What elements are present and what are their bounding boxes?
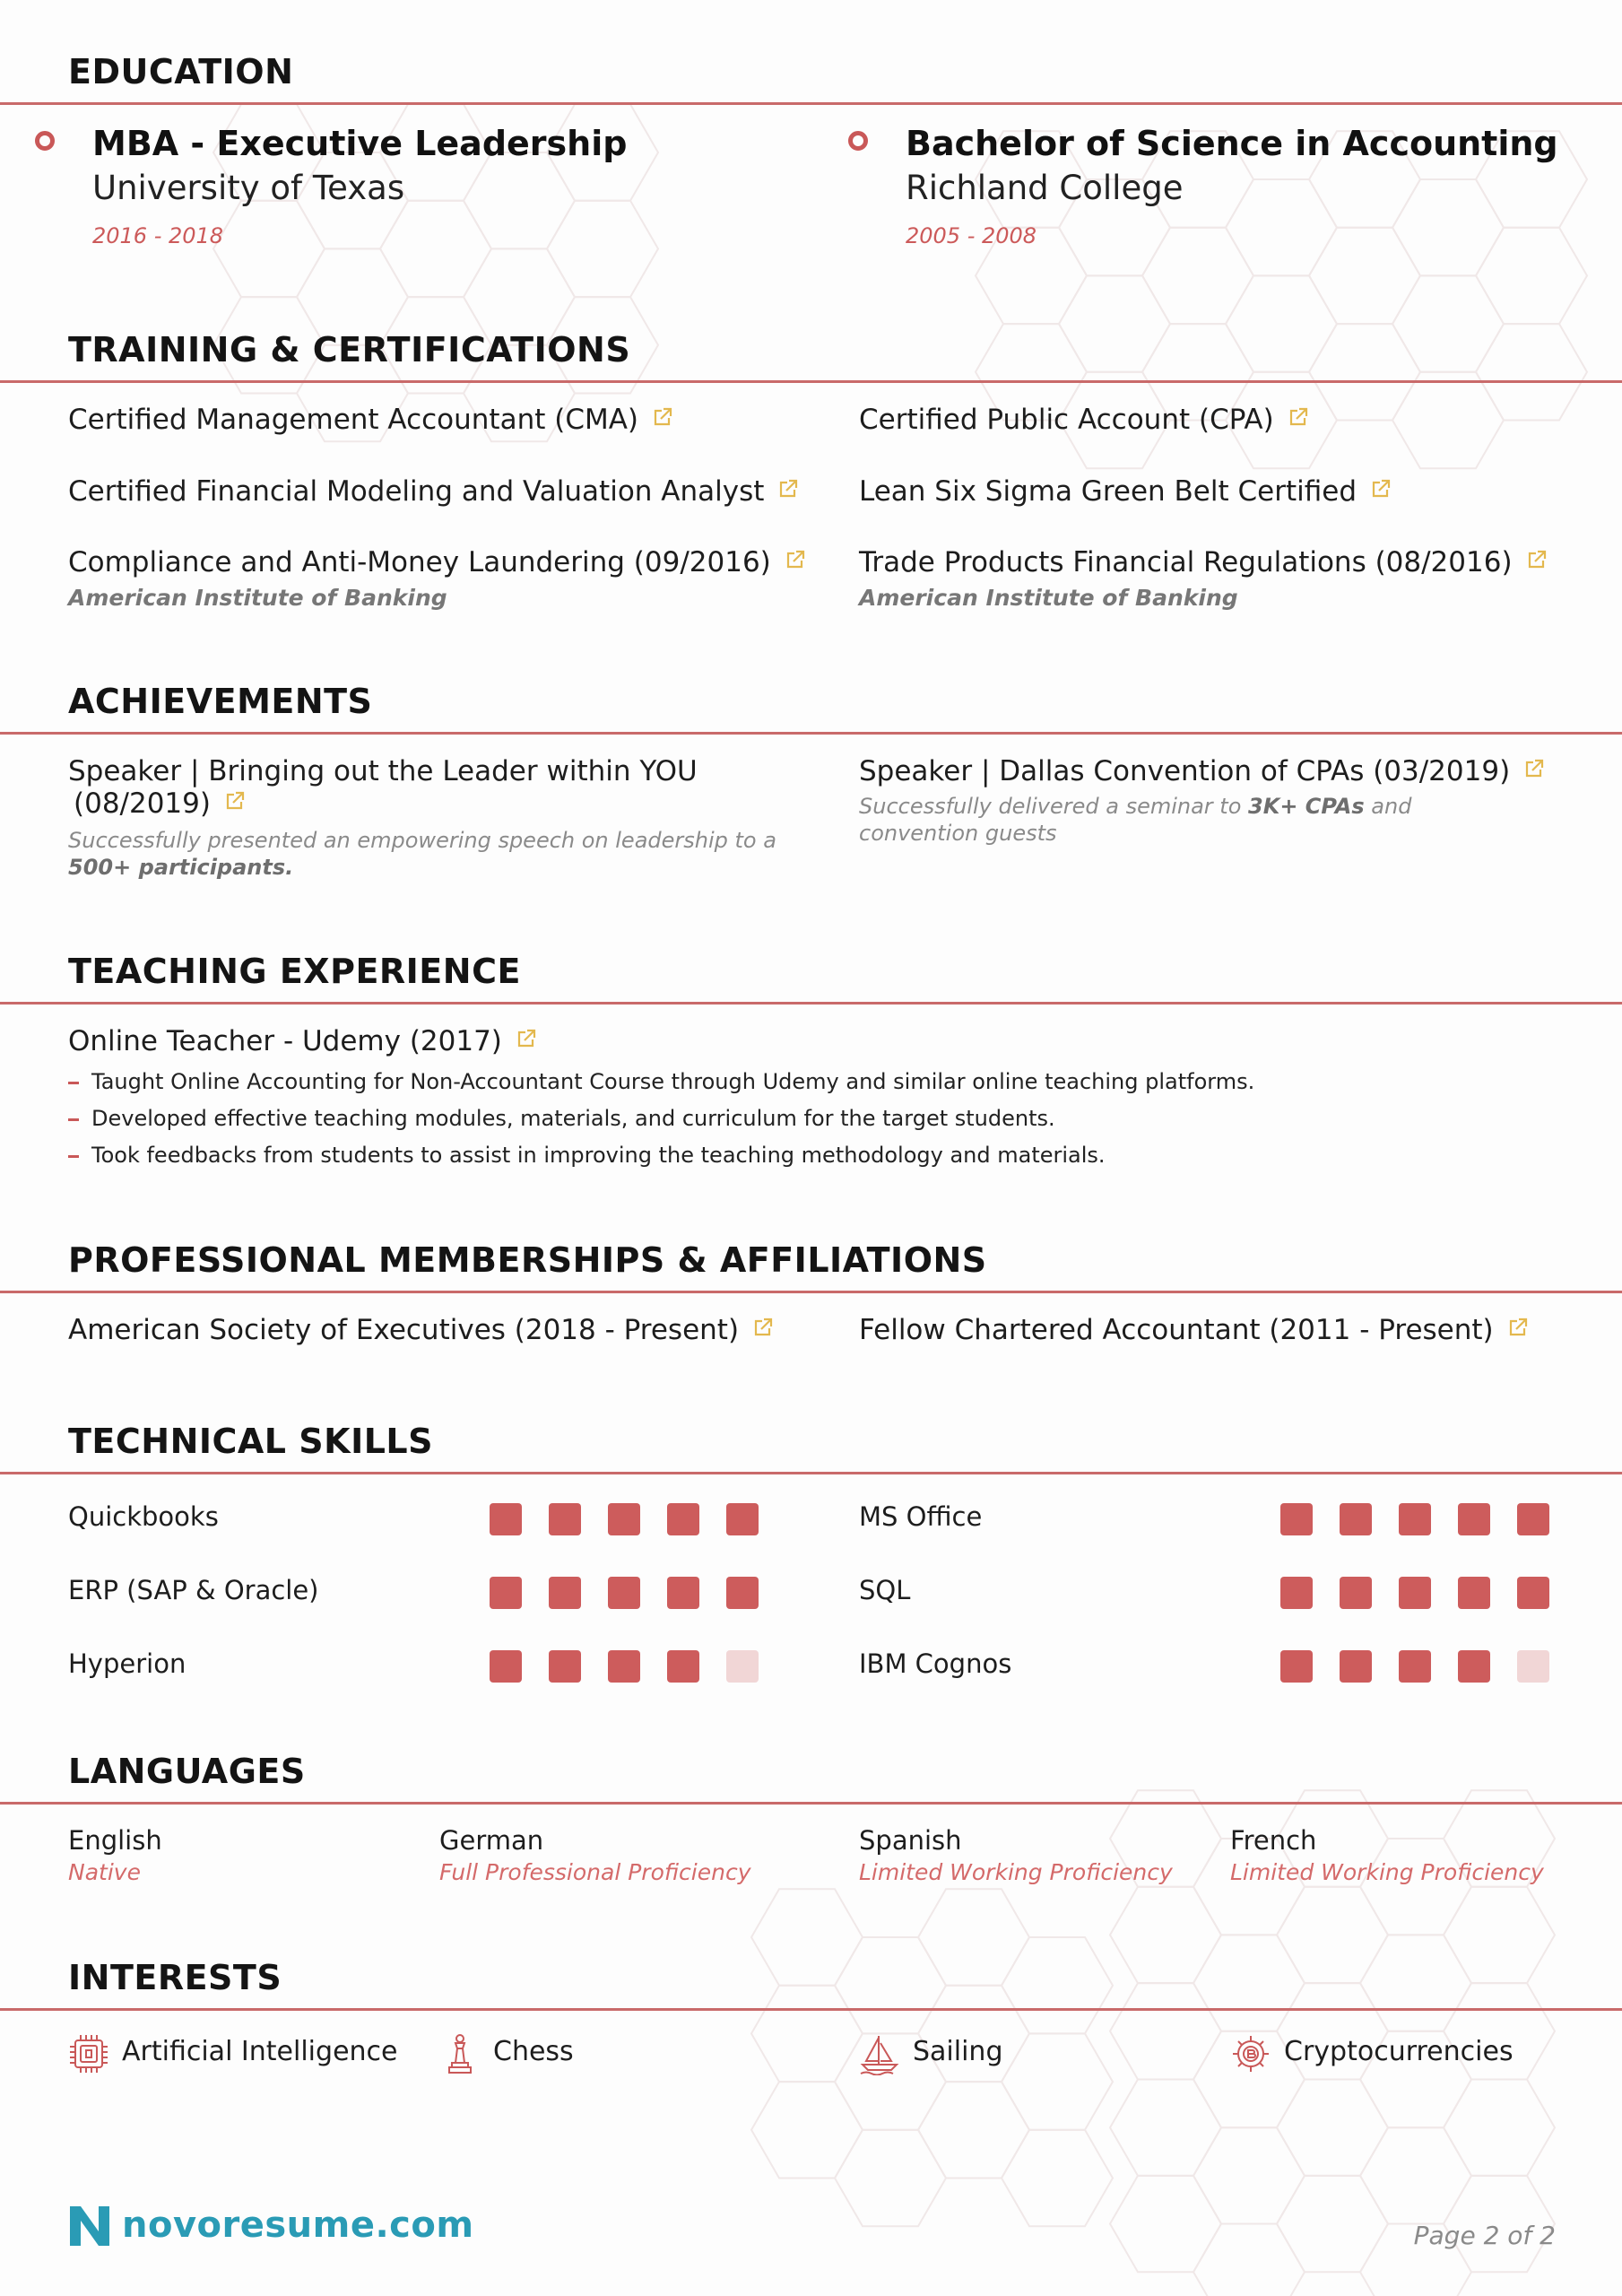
external-link-icon[interactable] [785, 550, 805, 570]
brand-name: novoresume.com [122, 2205, 474, 2246]
rating-square-filled [1280, 1650, 1313, 1683]
external-link-icon[interactable] [1371, 479, 1391, 499]
achievement-description: Successfully delivered a seminar to 3K+ CPAs and convention guests [859, 794, 1412, 846]
section-title: ACHIEVEMENTS [68, 682, 373, 721]
external-link-icon[interactable] [653, 407, 672, 427]
certification-link[interactable] [68, 404, 672, 436]
brand-mark-icon [66, 2203, 113, 2249]
skill-name: IBM Cognos [859, 1648, 1012, 1679]
rating-square-filled [1280, 1503, 1313, 1535]
language-level: Limited Working Proficiency [1230, 1859, 1544, 1885]
external-link-icon[interactable] [516, 1029, 536, 1048]
sailboat-icon [859, 2032, 900, 2075]
rating-square-filled [1517, 1503, 1549, 1535]
teaching-role: Online Teacher - Udemy (2017) [68, 1025, 502, 1057]
interest-label: Sailing [913, 2036, 1003, 2067]
school: Richland College [906, 169, 1184, 207]
section-title: TEACHING EXPERIENCE [68, 952, 521, 991]
certification-label: Certified Public Account (CPA) [859, 404, 1274, 436]
rating-square-filled [1458, 1577, 1490, 1609]
rating-square-filled [490, 1650, 522, 1683]
rating-square-filled [608, 1650, 640, 1683]
section-title: LANGUAGES [68, 1752, 306, 1791]
achievement-title: Speaker | Bringing out the Leader within YOU [68, 755, 698, 787]
section-title: INTERESTS [68, 1958, 282, 1997]
rating-square-filled [1399, 1577, 1431, 1609]
rating-square-filled [1340, 1650, 1372, 1683]
section-divider [0, 732, 1622, 735]
certification-link[interactable] [859, 475, 1391, 508]
chip-icon [68, 2032, 109, 2075]
certification-org: American Institute of Banking [859, 585, 1238, 611]
achievement-description: Successfully presented an empowering speech on leadership to a 500+ participants. [68, 828, 776, 880]
rating-square-filled [1458, 1650, 1490, 1683]
skill-name: SQL [859, 1575, 911, 1605]
rating-square-filled [1399, 1503, 1431, 1535]
degree: Bachelor of Science in Accounting [906, 124, 1558, 163]
certification-link[interactable] [68, 475, 798, 508]
certification-link[interactable] [859, 404, 1308, 436]
certification-label: Certified Financial Modeling and Valuation Analyst [68, 475, 765, 508]
rating-square-empty [726, 1650, 759, 1683]
language-level: Native [68, 1859, 141, 1885]
rating-square-filled [490, 1503, 522, 1535]
rating-square-filled [1340, 1577, 1372, 1609]
language-name: German [439, 1825, 544, 1856]
bullet-item: Taught Online Accounting for Non-Accountant Course through Udemy and similar online teaching platforms. [68, 1069, 1254, 1106]
language-name: French [1230, 1825, 1317, 1856]
timeline-ring-icon [848, 131, 868, 151]
rating-square-filled [490, 1577, 522, 1609]
rating-square-filled [667, 1577, 699, 1609]
crypto-coin-icon [1230, 2032, 1271, 2075]
section-divider [0, 102, 1622, 105]
interest-label: Artificial Intelligence [122, 2036, 398, 2067]
teaching-role-link[interactable] [68, 1025, 536, 1057]
rating-square-filled [608, 1503, 640, 1535]
rating-square-filled [1340, 1503, 1372, 1535]
rating-square-empty [1517, 1650, 1549, 1683]
education-item [906, 124, 1558, 248]
certification-label: Certified Management Accountant (CMA) [68, 404, 639, 436]
certification-label: Trade Products Financial Regulations (08/2016) [859, 546, 1513, 578]
rating-square-filled [1399, 1650, 1431, 1683]
years: 2005 - 2008 [906, 223, 1037, 248]
chess-piece-icon [439, 2032, 481, 2075]
skill-name: ERP (SAP & Oracle) [68, 1575, 319, 1605]
section-divider [0, 380, 1622, 383]
language-name: Spanish [859, 1825, 962, 1856]
teaching-bullets [68, 1069, 1254, 1179]
bullet-item: Developed effective teaching modules, materials, and curriculum for the target students. [68, 1106, 1254, 1143]
external-link-icon[interactable] [1524, 759, 1544, 778]
section-title: EDUCATION [68, 52, 294, 91]
external-link-icon[interactable] [225, 791, 245, 811]
external-link-icon[interactable] [1527, 550, 1547, 570]
rating-square-filled [726, 1503, 759, 1535]
achievement-title: Speaker | Dallas Convention of CPAs (03/2019) [859, 755, 1511, 787]
external-link-icon[interactable] [1508, 1318, 1528, 1337]
section-title: TRAINING & CERTIFICATIONS [68, 330, 631, 370]
membership-link[interactable] [68, 1314, 773, 1346]
interest-label: Cryptocurrencies [1284, 2036, 1514, 2067]
external-link-icon[interactable] [1288, 407, 1308, 427]
rating-square-filled [549, 1503, 581, 1535]
rating-square-filled [549, 1650, 581, 1683]
bullet-item: Took feedbacks from students to assist in improving the teaching methodology and materials. [68, 1143, 1254, 1179]
rating-square-filled [1458, 1503, 1490, 1535]
external-link-icon[interactable] [778, 479, 798, 499]
section-divider [0, 1002, 1622, 1004]
education-item [92, 124, 627, 248]
timeline-ring-icon [35, 131, 55, 151]
degree: MBA - Executive Leadership [92, 124, 628, 163]
school: University of Texas [92, 169, 405, 207]
certification-org: American Institute of Banking [68, 585, 447, 611]
certification-label: Compliance and Anti-Money Laundering (09/2016) [68, 546, 771, 578]
certification-link[interactable] [859, 546, 1547, 578]
rating-square-filled [1280, 1577, 1313, 1609]
rating-square-filled [549, 1577, 581, 1609]
section-divider [0, 2008, 1622, 2011]
language-level: Full Professional Proficiency [439, 1859, 751, 1885]
certification-label: Lean Six Sigma Green Belt Certified [859, 475, 1357, 508]
section-divider [0, 1802, 1622, 1805]
rating-square-filled [667, 1503, 699, 1535]
skill-name: MS Office [859, 1501, 983, 1532]
section-divider [0, 1291, 1622, 1293]
skill-name: Quickbooks [68, 1501, 219, 1532]
achievement-date: (08/2019) [74, 787, 211, 820]
achievement-link[interactable] [74, 787, 245, 820]
page-number: Page 2 of 2 [1413, 2221, 1556, 2250]
years: 2016 - 2018 [92, 223, 224, 248]
skill-name: Hyperion [68, 1648, 186, 1679]
certification-link[interactable] [68, 546, 805, 578]
membership-label: American Society of Executives (2018 - Present) [68, 1314, 740, 1346]
interest-label: Chess [493, 2036, 574, 2067]
section-title: PROFESSIONAL MEMBERSHIPS & AFFILIATIONS [68, 1240, 987, 1280]
rating-square-filled [667, 1650, 699, 1683]
section-title: TECHNICAL SKILLS [68, 1422, 433, 1461]
membership-link[interactable] [859, 1314, 1528, 1346]
membership-label: Fellow Chartered Accountant (2011 - Present) [859, 1314, 1494, 1346]
rating-square-filled [608, 1577, 640, 1609]
rating-square-filled [1517, 1577, 1549, 1609]
external-link-icon[interactable] [753, 1318, 773, 1337]
rating-square-filled [726, 1577, 759, 1609]
language-name: English [68, 1825, 162, 1856]
section-divider [0, 1472, 1622, 1474]
achievement-link[interactable] [859, 755, 1544, 787]
language-level: Limited Working Proficiency [859, 1859, 1173, 1885]
